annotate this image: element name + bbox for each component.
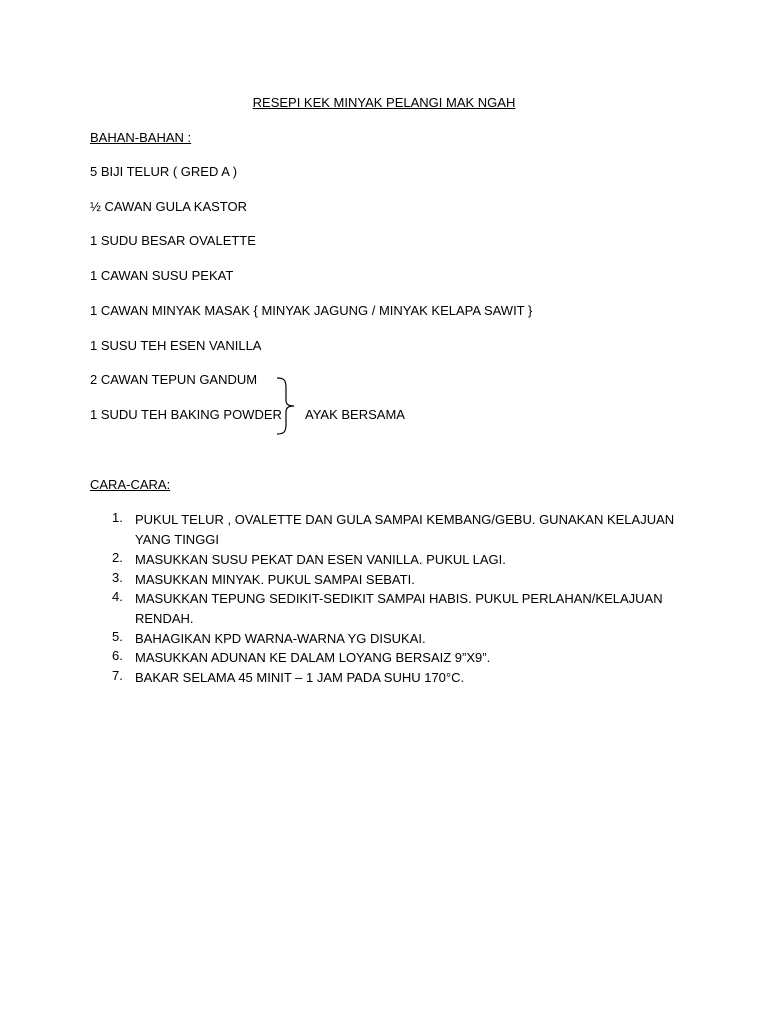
step-text: MASUKKAN MINYAK. PUKUL SAMPAI SEBATI. [135,572,415,587]
method-heading: CARA-CARA: [90,477,171,492]
step-text: MASUKKAN SUSU PEKAT DAN ESEN VANILLA. PUKUL LAGI. [135,552,506,567]
ingredient-item: 1 SUDU TEH BAKING POWDER [90,407,282,422]
step-text: BAHAGIKAN KPD WARNA-WARNA YG DISUKAI. [135,631,426,646]
step-number: 7. [112,668,123,683]
ingredient-item: ½ CAWAN GULA KASTOR [90,199,248,214]
step-number: 4. [112,589,123,604]
step-text: MASUKKAN ADUNAN KE DALAM LOYANG BERSAIZ 9”X9”. [135,650,491,665]
step-number: 6. [112,648,123,663]
curly-brace-icon [274,376,298,436]
step-number: 1. [112,510,123,525]
step-number: 2. [112,550,123,565]
step-number: 5. [112,629,123,644]
ingredient-item: 2 CAWAN TEPUN GANDUM [90,372,258,387]
ingredient-item: 1 SUDU BESAR OVALETTE [90,233,256,248]
sift-together-note: AYAK BERSAMA [305,407,405,422]
ingredient-item: 1 CAWAN MINYAK MASAK { MINYAK JAGUNG / MINYAK KELAPA SAWIT } [90,303,533,318]
ingredient-item: 1 SUSU TEH ESEN VANILLA [90,338,262,353]
step-text: PUKUL TELUR , OVALETTE DAN GULA SAMPAI KEMBANG/GEBU. GUNAKAN KELAJUAN YANG TINGGI [135,512,675,547]
ingredient-item: 5 BIJI TELUR ( GRED A ) [90,164,238,179]
ingredient-item: 1 CAWAN SUSU PEKAT [90,268,234,283]
step-text: MASUKKAN TEPUNG SEDIKIT-SEDIKIT SAMPAI HABIS. PUKUL PERLAHAN/KELAJUAN RENDAH. [135,591,663,626]
step-text: BAKAR SELAMA 45 MINIT – 1 JAM PADA SUHU 170°C. [135,670,465,685]
step-number: 3. [112,570,123,585]
ingredients-heading: BAHAN-BAHAN : [90,130,192,145]
recipe-title: RESEPI KEK MINYAK PELANGI MAK NGAH [252,95,516,110]
